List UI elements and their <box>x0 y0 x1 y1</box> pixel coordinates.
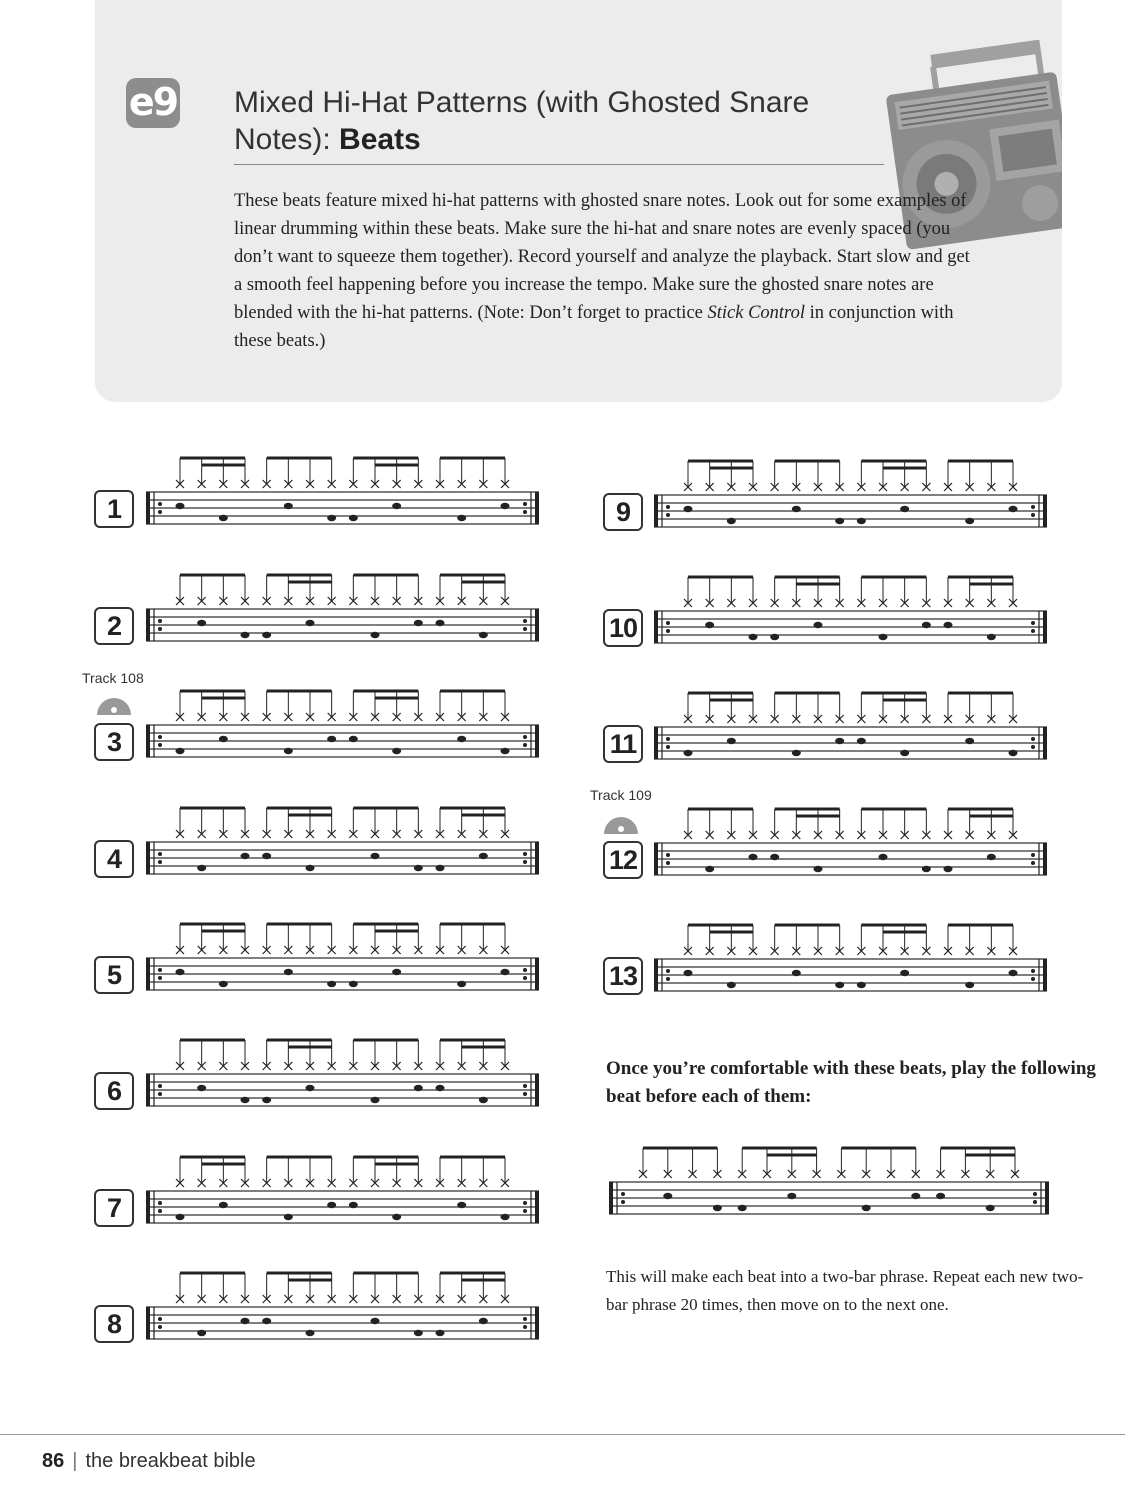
repeat-dot <box>523 1317 527 1321</box>
exercise-number: 13 <box>603 957 643 995</box>
exercise-number: 2 <box>94 607 134 645</box>
repeat-dot <box>158 1201 162 1205</box>
start-repeat-bar <box>654 495 658 527</box>
repeat-dot <box>158 1209 162 1213</box>
kick-note <box>414 865 423 871</box>
snare-note <box>284 969 293 975</box>
kick-note <box>684 750 693 756</box>
kick-note <box>306 1330 315 1336</box>
end-repeat-bar <box>535 1191 539 1223</box>
kick-note <box>814 866 823 872</box>
repeat-dot <box>523 1201 527 1205</box>
kick-note <box>306 865 315 871</box>
snare-note <box>814 622 823 628</box>
repeat-dot <box>158 1325 162 1329</box>
snare-note <box>349 736 358 742</box>
kick-note <box>501 748 510 754</box>
kick-note <box>857 518 866 524</box>
repeat-dot <box>523 619 527 623</box>
repeat-dot <box>523 627 527 631</box>
intro-after: in conjunction with these beats.) <box>234 303 954 351</box>
drum-staff <box>648 917 1053 1007</box>
repeat-dot <box>523 1325 527 1329</box>
repeat-dot <box>1031 621 1035 625</box>
intro-paragraph <box>234 187 974 355</box>
snare-note <box>392 969 401 975</box>
snare-note <box>457 1202 466 1208</box>
repeat-dot <box>1031 629 1035 633</box>
drum-staff <box>140 1265 545 1355</box>
repeat-dot <box>666 513 670 517</box>
kick-note <box>900 750 909 756</box>
end-repeat-bar <box>1043 727 1047 759</box>
snare-note <box>371 853 380 859</box>
end-repeat-bar <box>1043 843 1047 875</box>
kick-note <box>857 982 866 988</box>
snare-note <box>684 970 693 976</box>
repeat-dot <box>666 737 670 741</box>
repeat-dot <box>1031 853 1035 857</box>
kick-note <box>392 1214 401 1220</box>
kick-note <box>944 866 953 872</box>
track-108-label: Track 108 <box>82 670 144 686</box>
kick-note <box>414 1330 423 1336</box>
page-number: 86 <box>42 1450 65 1472</box>
snare-note <box>770 854 779 860</box>
snare-note <box>457 736 466 742</box>
kick-note <box>176 1214 185 1220</box>
start-repeat-bar <box>146 725 150 757</box>
repeat-dot <box>158 1092 162 1096</box>
snare-note <box>414 1085 423 1091</box>
kick-note <box>1009 750 1018 756</box>
drum-staff <box>648 801 1053 891</box>
kick-note <box>349 515 358 521</box>
page-footer <box>42 1450 256 1473</box>
title-divider <box>234 164 884 165</box>
kick-note <box>436 1330 445 1336</box>
snare-note <box>787 1193 796 1199</box>
start-repeat-bar <box>654 611 658 643</box>
kick-note <box>262 632 271 638</box>
snare-note <box>792 970 801 976</box>
exercise-number: 3 <box>94 723 134 761</box>
snare-note <box>197 620 206 626</box>
repeat-dot <box>666 745 670 749</box>
repeat-dot <box>158 1317 162 1321</box>
start-repeat-bar <box>654 959 658 991</box>
repeat-dot <box>621 1192 625 1196</box>
repeat-dot <box>1033 1200 1037 1204</box>
end-repeat-bar <box>535 609 539 641</box>
exercise-number: 10 <box>603 609 643 647</box>
repeat-dot <box>1031 513 1035 517</box>
snare-note <box>879 854 888 860</box>
snare-note <box>684 506 693 512</box>
kick-note <box>835 982 844 988</box>
snare-note <box>792 506 801 512</box>
repeat-dot <box>158 860 162 864</box>
kick-note <box>792 750 801 756</box>
repeat-dot <box>666 861 670 865</box>
snare-note <box>936 1193 945 1199</box>
intro-italic: Stick Control <box>707 303 805 323</box>
drum-staff <box>648 453 1053 543</box>
drum-staff <box>140 450 545 540</box>
repeat-dot <box>666 969 670 973</box>
kick-note <box>965 518 974 524</box>
repeat-dot <box>523 510 527 514</box>
start-repeat-bar <box>146 1074 150 1106</box>
title-main: Mixed Hi-Hat Patterns (with Ghosted Snare Notes): <box>234 86 810 156</box>
repeat-dot <box>1031 861 1035 865</box>
kick-note <box>479 632 488 638</box>
snare-note <box>436 620 445 626</box>
snare-note <box>987 854 996 860</box>
footer-separator: | <box>72 1450 78 1472</box>
kick-note <box>219 515 228 521</box>
kick-note <box>879 634 888 640</box>
repeat-dot <box>158 743 162 747</box>
repeat-dot <box>523 743 527 747</box>
kick-note <box>436 865 445 871</box>
snare-note <box>965 738 974 744</box>
section-logo: e9 <box>126 78 180 128</box>
snare-note <box>284 503 293 509</box>
snare-note <box>900 970 909 976</box>
cd-icon[interactable] <box>604 812 638 834</box>
exercise-number: 1 <box>94 490 134 528</box>
kick-note <box>727 982 736 988</box>
kick-note <box>284 1214 293 1220</box>
cd-icon[interactable] <box>97 693 131 715</box>
repeat-dot <box>1031 745 1035 749</box>
kick-note <box>705 866 714 872</box>
drum-staff <box>648 569 1053 659</box>
kick-note <box>349 981 358 987</box>
repeat-dot <box>523 852 527 856</box>
snare-note <box>663 1193 672 1199</box>
intro-before: These beats feature mixed hi-hat patterns with ghosted snare notes. Look out for some examples of linear drumming within these beats. Make sure the hi-hat and snare notes are evenly spaced (you don’t want to squeeze them together). Record yourself and analyze the playback. Start slow and get a smooth feel happening before you increase the tempo. Make sure the ghosted snare notes are blended with the hi-hat patterns. (Note: Don’t forget to practice <box>234 191 970 323</box>
repeat-dot <box>1033 1192 1037 1196</box>
kick-note <box>479 1097 488 1103</box>
snare-note <box>176 969 185 975</box>
snare-note <box>262 1318 271 1324</box>
repeat-dot <box>158 968 162 972</box>
repeat-dot <box>158 627 162 631</box>
book-title: the breakbeat bible <box>85 1450 256 1472</box>
end-repeat-bar <box>535 1074 539 1106</box>
start-repeat-bar <box>654 727 658 759</box>
snare-note <box>727 738 736 744</box>
track-109-label: Track 109 <box>590 787 652 803</box>
repeat-dot <box>523 1092 527 1096</box>
snare-note <box>1009 970 1018 976</box>
snare-note <box>392 503 401 509</box>
kick-note <box>327 981 336 987</box>
snare-note <box>306 1085 315 1091</box>
kick-note <box>262 1097 271 1103</box>
snare-note <box>241 853 250 859</box>
repeat-dot <box>158 735 162 739</box>
start-repeat-bar <box>146 1191 150 1223</box>
drum-staff <box>140 1032 545 1122</box>
start-repeat-bar <box>146 1307 150 1339</box>
kick-note <box>176 748 185 754</box>
kick-note <box>965 982 974 988</box>
snare-note <box>944 622 953 628</box>
end-repeat-bar <box>1043 611 1047 643</box>
kick-note <box>713 1205 722 1211</box>
repeat-dot <box>1031 505 1035 509</box>
snare-note <box>922 622 931 628</box>
repeat-dot <box>666 621 670 625</box>
kick-note <box>219 981 228 987</box>
title-bold: Beats <box>339 123 421 156</box>
repeat-dot <box>158 976 162 980</box>
kick-note <box>392 748 401 754</box>
repeat-dot <box>158 1084 162 1088</box>
kick-note <box>738 1205 747 1211</box>
drum-staff <box>140 567 545 657</box>
snare-note <box>176 503 185 509</box>
repeat-dot <box>523 502 527 506</box>
drum-staff <box>648 685 1053 775</box>
snare-note <box>262 853 271 859</box>
start-repeat-bar <box>146 842 150 874</box>
repeat-dot <box>523 976 527 980</box>
kick-note <box>770 634 779 640</box>
repeat-dot <box>158 502 162 506</box>
kick-note <box>987 634 996 640</box>
repeat-dot <box>621 1200 625 1204</box>
end-repeat-bar <box>535 725 539 757</box>
exercise-number: 4 <box>94 840 134 878</box>
kick-note <box>986 1205 995 1211</box>
end-repeat-bar <box>535 492 539 524</box>
kick-note <box>284 748 293 754</box>
repeat-dot <box>1031 969 1035 973</box>
drum-staff <box>140 800 545 890</box>
start-repeat-bar <box>146 609 150 641</box>
repeat-dot <box>523 968 527 972</box>
exercise-number: 6 <box>94 1072 134 1110</box>
start-repeat-bar <box>146 492 150 524</box>
kick-note <box>371 632 380 638</box>
end-repeat-bar <box>1045 1182 1049 1214</box>
drum-staff <box>140 1149 545 1239</box>
snare-note <box>479 853 488 859</box>
repeat-dot <box>523 860 527 864</box>
kick-note <box>197 865 206 871</box>
snare-note <box>911 1193 920 1199</box>
page-title <box>234 84 884 158</box>
repeat-dot <box>523 1209 527 1213</box>
kick-note <box>241 632 250 638</box>
kick-note <box>501 1214 510 1220</box>
kick-note <box>457 981 466 987</box>
snare-note <box>857 738 866 744</box>
snare-note <box>436 1085 445 1091</box>
snare-note <box>327 1202 336 1208</box>
snare-note <box>327 736 336 742</box>
snare-note <box>219 1202 228 1208</box>
kick-note <box>922 866 931 872</box>
drum-staff <box>140 683 545 773</box>
snare-note <box>501 969 510 975</box>
snare-note <box>219 736 228 742</box>
exercise-number: 8 <box>94 1305 134 1343</box>
exercise-number: 11 <box>603 725 643 763</box>
repeat-dot <box>523 1084 527 1088</box>
snare-note <box>349 1202 358 1208</box>
end-repeat-bar <box>1043 959 1047 991</box>
start-repeat-bar <box>146 958 150 990</box>
snare-note <box>306 620 315 626</box>
snare-note <box>501 503 510 509</box>
repeat-dot <box>666 977 670 981</box>
kick-note <box>727 518 736 524</box>
exercise-number: 5 <box>94 956 134 994</box>
kick-note <box>862 1205 871 1211</box>
snare-note <box>414 620 423 626</box>
repeat-dot <box>1031 977 1035 981</box>
start-repeat-bar <box>654 843 658 875</box>
snare-note <box>835 738 844 744</box>
repeat-dot <box>523 735 527 739</box>
snare-note <box>241 1318 250 1324</box>
exercise-number: 12 <box>603 841 643 879</box>
kick-note <box>327 515 336 521</box>
kick-note <box>197 1330 206 1336</box>
footer-divider <box>0 1434 1125 1435</box>
exercise-number: 9 <box>603 493 643 531</box>
closing-text: This will make each beat into a two-bar phrase. Repeat each new two-bar phrase 20 times, then move on to the next one. <box>606 1267 1084 1314</box>
snare-note <box>705 622 714 628</box>
prompt-text: Once you’re comfortable with these beats, play the following beat before each of them: <box>606 1058 1096 1107</box>
end-repeat-bar <box>535 842 539 874</box>
snare-note <box>479 1318 488 1324</box>
drum-staff <box>140 916 545 1006</box>
repeat-dot <box>666 505 670 509</box>
repeat-dot <box>158 619 162 623</box>
repeat-dot <box>158 852 162 856</box>
snare-note <box>1009 506 1018 512</box>
kick-note <box>241 1097 250 1103</box>
snare-note <box>371 1318 380 1324</box>
repeat-dot <box>666 853 670 857</box>
kick-note <box>457 515 466 521</box>
snare-note <box>749 854 758 860</box>
kick-note <box>371 1097 380 1103</box>
repeat-dot <box>158 510 162 514</box>
end-repeat-bar <box>1043 495 1047 527</box>
start-repeat-bar <box>609 1182 613 1214</box>
repeat-dot <box>1031 737 1035 741</box>
exercise-number: 7 <box>94 1189 134 1227</box>
snare-note <box>900 506 909 512</box>
drum-staff <box>603 1140 1055 1230</box>
end-repeat-bar <box>535 958 539 990</box>
end-repeat-bar <box>535 1307 539 1339</box>
snare-note <box>197 1085 206 1091</box>
kick-note <box>749 634 758 640</box>
kick-note <box>835 518 844 524</box>
repeat-dot <box>666 629 670 633</box>
